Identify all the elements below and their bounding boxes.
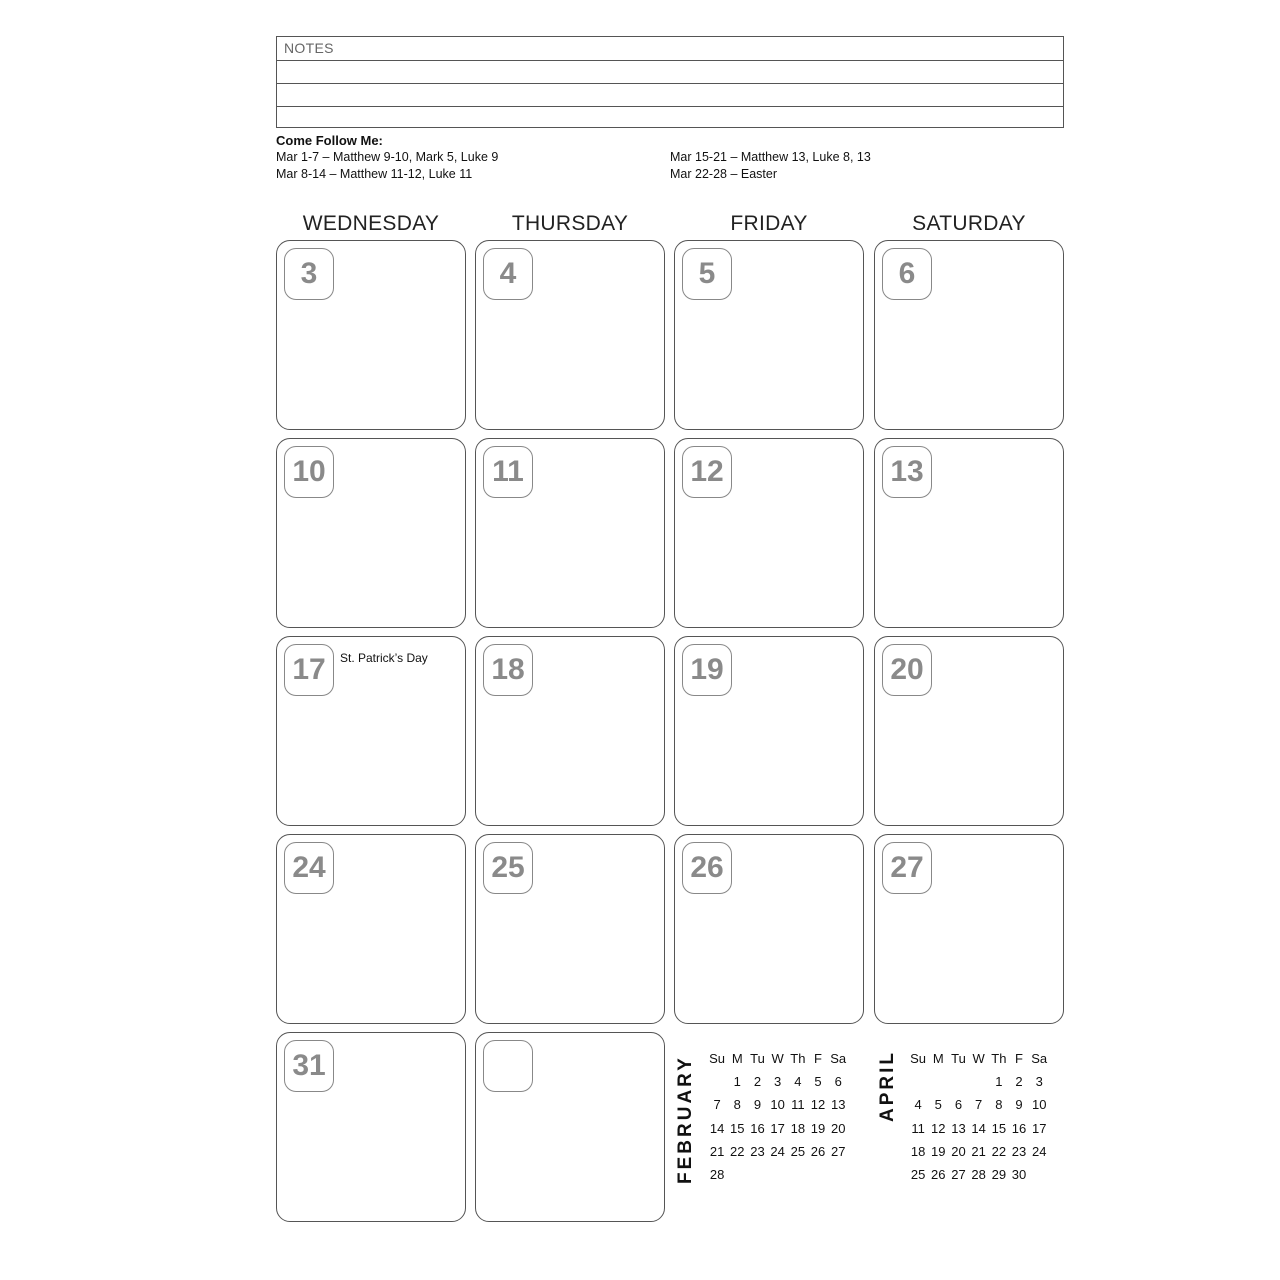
mini-calendar-weekday: Sa <box>830 1051 847 1067</box>
mini-calendar-february <box>707 1047 848 1186</box>
mini-calendar-day: 23 <box>750 1143 765 1159</box>
day-cell[interactable] <box>674 438 864 628</box>
date-badge: 25 <box>483 842 533 894</box>
weekday-header-wednesday: WEDNESDAY <box>302 212 440 235</box>
notes-line <box>277 106 1063 107</box>
mini-calendar-day <box>969 1070 989 1093</box>
mini-calendar-week-row <box>707 1093 848 1116</box>
notes-label: NOTES <box>284 40 334 56</box>
mini-calendar-weekday: F <box>814 1051 822 1067</box>
mini-calendar-weekday: Sa <box>1031 1051 1048 1067</box>
mini-calendar-day: 5 <box>814 1074 822 1090</box>
day-cell[interactable] <box>874 240 1064 430</box>
mini-calendar-week-row <box>707 1117 848 1140</box>
mini-calendar-day <box>908 1070 928 1093</box>
mini-calendar-day <box>948 1070 968 1093</box>
mini-calendar-day: 28 <box>709 1167 725 1183</box>
date-badge: 24 <box>284 842 334 894</box>
come-follow-me-item: Mar 22-28 – Easter <box>670 167 777 181</box>
day-cell[interactable] <box>475 1032 665 1222</box>
day-cell[interactable] <box>674 240 864 430</box>
notes-box <box>276 36 1064 128</box>
mini-calendar-day: 26 <box>810 1143 826 1159</box>
mini-calendar-day: 13 <box>830 1097 846 1113</box>
mini-calendar-day: 18 <box>910 1143 926 1159</box>
mini-calendar-day: 14 <box>709 1120 725 1136</box>
mini-calendar-day: 28 <box>971 1167 986 1183</box>
mini-calendar-weekday: Th <box>991 1051 1007 1067</box>
mini-calendar-day <box>1029 1163 1049 1186</box>
mini-calendar-day: 22 <box>730 1143 745 1159</box>
mini-calendar-day <box>788 1163 808 1186</box>
mini-calendar-day: 20 <box>830 1120 846 1136</box>
date-badge: 20 <box>882 644 932 696</box>
date-badge: 27 <box>882 842 932 894</box>
mini-calendar-day: 17 <box>1031 1120 1047 1136</box>
mini-calendar-weekday: Su <box>709 1051 726 1067</box>
date-badge: 13 <box>882 446 932 498</box>
mini-calendar-day: 25 <box>790 1143 806 1159</box>
mini-calendar-day: 30 <box>1011 1167 1027 1183</box>
date-badge: 12 <box>682 446 732 498</box>
mini-calendar-april <box>908 1047 1049 1186</box>
mini-calendar-day: 25 <box>910 1167 926 1183</box>
mini-calendar-week-row <box>908 1117 1049 1140</box>
come-follow-me-item: Mar 8-14 – Matthew 11-12, Luke 11 <box>276 167 473 181</box>
mini-calendar-day: 12 <box>810 1097 826 1113</box>
notes-line <box>277 60 1063 61</box>
date-badge: 18 <box>483 644 533 696</box>
mini-calendar-day: 14 <box>971 1120 986 1136</box>
mini-calendar-day: 17 <box>770 1120 785 1136</box>
mini-calendar-day <box>727 1163 747 1186</box>
mini-calendar-weekday: M <box>731 1051 743 1067</box>
mini-calendar-day: 5 <box>934 1097 942 1113</box>
mini-calendar-day: 26 <box>931 1167 946 1183</box>
day-cell[interactable] <box>674 834 864 1024</box>
date-badge: 6 <box>882 248 932 300</box>
date-badge: 3 <box>284 248 334 300</box>
mini-calendar-day: 21 <box>971 1143 986 1159</box>
mini-calendar-day: 18 <box>790 1120 806 1136</box>
mini-calendar-day: 9 <box>1015 1097 1023 1113</box>
mini-calendar-day <box>707 1070 727 1093</box>
mini-calendar-day <box>747 1163 767 1186</box>
day-cell[interactable] <box>276 834 466 1024</box>
mini-calendar-day: 24 <box>1031 1143 1047 1159</box>
mini-calendar-weekday: Tu <box>951 1051 966 1067</box>
mini-calendar-day: 23 <box>1011 1143 1027 1159</box>
mini-calendar-day: 10 <box>1031 1097 1047 1113</box>
mini-calendar-day: 8 <box>995 1097 1003 1113</box>
mini-calendar-day: 6 <box>954 1097 963 1113</box>
mini-calendar-day: 19 <box>931 1143 946 1159</box>
mini-calendar-day: 2 <box>1015 1074 1023 1090</box>
mini-calendar-weekday: M <box>932 1051 944 1067</box>
mini-calendar-day: 19 <box>810 1120 826 1136</box>
mini-calendar-day: 27 <box>951 1167 966 1183</box>
mini-calendar-day: 3 <box>774 1074 782 1090</box>
mini-calendar-day: 29 <box>991 1167 1007 1183</box>
weekday-header-saturday: SATURDAY <box>912 212 1026 235</box>
mini-calendar-day: 2 <box>753 1074 762 1090</box>
mini-calendar-day: 10 <box>770 1097 785 1113</box>
day-cell[interactable] <box>276 240 466 430</box>
weekday-header-friday: FRIDAY <box>730 212 808 235</box>
notes-line <box>277 83 1063 84</box>
date-badge: 19 <box>682 644 732 696</box>
date-badge: 4 <box>483 248 533 300</box>
mini-calendar-day: 1 <box>733 1074 741 1090</box>
mini-calendar-day: 6 <box>834 1074 842 1090</box>
mini-calendar-week-row <box>707 1140 848 1163</box>
mini-calendar-week-row <box>908 1070 1049 1093</box>
mini-calendar-day <box>768 1163 788 1186</box>
mini-calendar-day: 11 <box>911 1120 925 1136</box>
day-cell[interactable] <box>874 834 1064 1024</box>
mini-calendar-weekday: Tu <box>750 1051 765 1067</box>
mini-calendar-day: 9 <box>753 1097 762 1113</box>
mini-calendar-day <box>808 1163 828 1186</box>
mini-calendar-day: 16 <box>1011 1120 1027 1136</box>
date-badge: 5 <box>682 248 732 300</box>
mini-calendar-weekday: W <box>771 1051 784 1067</box>
day-cell[interactable] <box>874 636 1064 826</box>
mini-calendar-day: 15 <box>730 1120 745 1136</box>
mini-calendar-day: 24 <box>770 1143 785 1159</box>
day-cell[interactable] <box>475 438 665 628</box>
mini-calendar-day <box>828 1163 848 1186</box>
mini-calendar-header-row <box>908 1047 1049 1070</box>
come-follow-me-item: Mar 15-21 – Matthew 13, Luke 8, 13 <box>670 150 871 164</box>
mini-calendar-day: 15 <box>991 1120 1007 1136</box>
mini-calendar-day: 20 <box>951 1143 966 1159</box>
come-follow-me-item: Mar 1-7 – Matthew 9-10, Mark 5, Luke 9 <box>276 150 499 164</box>
mini-calendar-week-row <box>908 1140 1049 1163</box>
day-cell[interactable] <box>475 636 665 826</box>
mini-calendar-day: 7 <box>713 1097 721 1113</box>
day-cell[interactable] <box>674 636 864 826</box>
date-badge: 10 <box>284 446 334 498</box>
mini-calendar-day: 3 <box>1035 1074 1043 1090</box>
mini-calendar-month-label: APRIL <box>877 1050 898 1122</box>
mini-calendar-week-row <box>707 1070 848 1093</box>
day-cell[interactable] <box>276 1032 466 1222</box>
mini-calendar-day: 21 <box>709 1143 725 1159</box>
day-cell[interactable] <box>276 636 466 826</box>
mini-calendar-day: 27 <box>830 1143 846 1159</box>
mini-calendar-weekday: F <box>1015 1051 1023 1067</box>
mini-calendar-week-row <box>908 1093 1049 1116</box>
mini-calendar-day: 4 <box>914 1097 922 1113</box>
weekday-header-thursday: THURSDAY <box>511 212 629 235</box>
mini-calendar-day: 1 <box>995 1074 1003 1090</box>
day-cell[interactable] <box>475 834 665 1024</box>
mini-calendar-weekday: Su <box>910 1051 927 1067</box>
mini-calendar-day: 13 <box>951 1120 966 1136</box>
date-badge: 17 <box>284 644 334 696</box>
day-cell[interactable] <box>276 438 466 628</box>
mini-calendar-weekday: Th <box>790 1051 806 1067</box>
mini-calendar-day: 22 <box>991 1143 1007 1159</box>
date-badge <box>483 1040 533 1092</box>
date-badge: 31 <box>284 1040 334 1092</box>
mini-calendar-day: 16 <box>750 1120 765 1136</box>
mini-calendar-week-row <box>707 1163 848 1186</box>
day-cell[interactable] <box>874 438 1064 628</box>
mini-calendar-header-row <box>707 1047 848 1070</box>
mini-calendar-day: 4 <box>794 1074 802 1090</box>
mini-calendar-day: 8 <box>733 1097 741 1113</box>
mini-calendar-week-row <box>908 1163 1049 1186</box>
event-label: St. Patrick’s Day <box>340 651 428 665</box>
come-follow-me-title: Come Follow Me: <box>276 133 383 148</box>
mini-calendar-day: 7 <box>975 1097 983 1113</box>
mini-calendar-weekday: W <box>972 1051 985 1067</box>
day-cell[interactable] <box>475 240 665 430</box>
date-badge: 11 <box>483 446 533 498</box>
mini-calendar-month-label: FEBRUARY <box>675 1055 696 1184</box>
date-badge: 26 <box>682 842 732 894</box>
mini-calendar-day <box>928 1070 948 1093</box>
mini-calendar-day: 11 <box>791 1097 805 1113</box>
mini-calendar-day: 12 <box>931 1120 946 1136</box>
